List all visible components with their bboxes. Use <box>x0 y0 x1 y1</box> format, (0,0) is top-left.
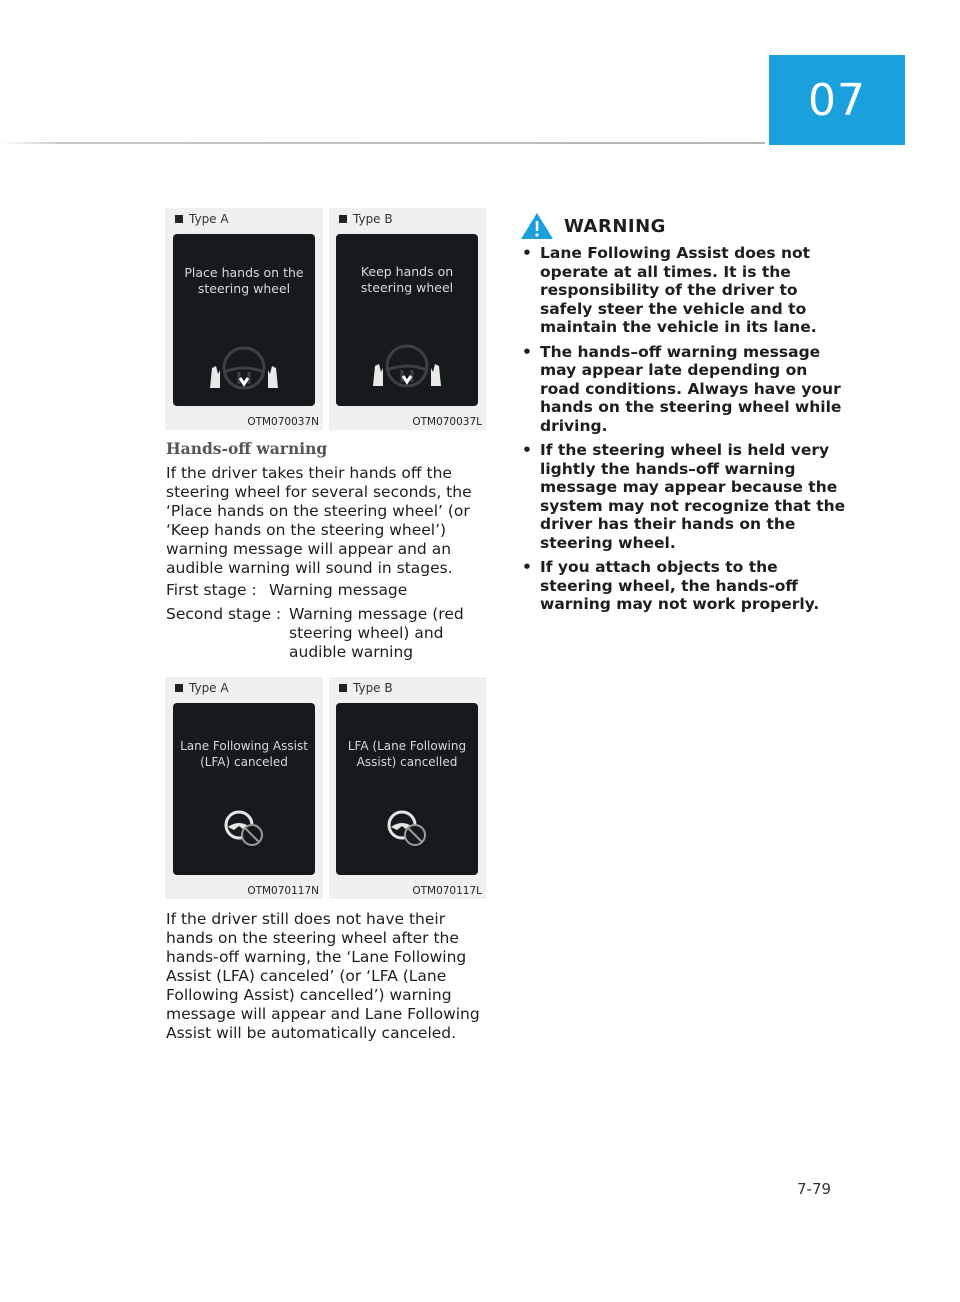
square-bullet-icon <box>339 215 347 223</box>
chapter-number: 07 <box>808 74 866 126</box>
warning-header <box>520 212 666 240</box>
cluster-screen <box>173 234 315 406</box>
bullet: • <box>522 441 532 459</box>
hands-on-wheel-icon <box>367 342 447 392</box>
header-rule <box>0 142 765 144</box>
cluster-message: Keep hands on steering wheel <box>360 264 454 295</box>
warning-triangle-icon <box>520 212 554 240</box>
square-bullet-icon <box>175 684 183 692</box>
body-paragraph-1: If the driver takes their hands off the steering wheel for several seconds, the ‘Place hands on the steering wheel’ (or ‘Keep hands on the steering wheel’) warning message will appear and an audible warning will sound in stages. <box>166 464 472 577</box>
stage-row-second <box>166 605 488 662</box>
cluster-message: Place hands on the steering wheel <box>184 265 304 296</box>
bullet: • <box>522 244 532 262</box>
figure-type-label: Type B <box>339 681 393 695</box>
cluster-screen <box>336 703 478 875</box>
stage-key: Second stage : <box>166 605 282 623</box>
section-heading: Hands-off warning <box>166 439 328 458</box>
figure-type-label: Type A <box>175 681 229 695</box>
hands-on-wheel-icon <box>204 344 284 394</box>
figure-code: OTM070117N <box>247 885 319 897</box>
figure-type-a-lfa-canceled <box>165 677 323 899</box>
bullet: • <box>522 558 532 576</box>
cluster-message: LFA (Lane Following Assist) cancelled <box>347 739 467 769</box>
chapter-tab <box>769 55 905 145</box>
figure-code: OTM070037L <box>412 416 482 428</box>
stage-key: First stage : <box>166 581 257 599</box>
body-paragraph-2: If the driver still does not have their hands on the steering wheel after the hands-off warning, the ‘Lane Following Assist (LFA) canceled’ (or ‘LFA (Lane Following Assist) cancelled’) warning message will appear and Lane Following Assist will be automatically canceled. <box>166 910 480 1042</box>
square-bullet-icon <box>175 215 183 223</box>
figure-type-a-hands-off <box>165 208 323 430</box>
figure-code: OTM070037N <box>247 416 319 428</box>
list-item: • If you attach objects to the steering wheel, the hands-off warning may not work properly. <box>522 558 820 613</box>
figure-code: OTM070117L <box>412 885 482 897</box>
figure-type-b-lfa-canceled <box>329 677 486 899</box>
lfa-off-icon <box>385 808 429 848</box>
cluster-screen <box>336 234 478 406</box>
lfa-off-icon <box>222 808 266 848</box>
list-item: • If the steering wheel is held very lightly the hands–off warning message may appear because the system may not recognize that the driver has their hands on the steering wheel. <box>522 441 846 552</box>
warning-title: WARNING <box>564 215 666 237</box>
square-bullet-icon <box>339 684 347 692</box>
bullet: • <box>522 342 532 361</box>
stage-value: Warning message <box>269 581 408 599</box>
stage-value: Warning message (red steering wheel) and audible warning <box>289 605 464 661</box>
page-number: 7-79 <box>797 1180 832 1198</box>
list-item: • The hands–off warning message may appear late depending on road conditions. Always have your hands on the steering wheel while driving. <box>522 342 842 435</box>
cluster-message: Lane Following Assist (LFA) canceled <box>180 739 308 769</box>
figure-type-label: Type B <box>339 212 393 226</box>
figure-type-label: Type A <box>175 212 229 226</box>
stage-row-first <box>166 581 488 600</box>
warning-list <box>520 244 850 620</box>
list-item: • Lane Following Assist does not operate at all times. It is the responsibility of the driver to safely steer the vehicle and to maintain the vehicle in its lane. <box>522 244 817 336</box>
figure-type-b-hands-off <box>329 208 486 430</box>
cluster-screen <box>173 703 315 875</box>
